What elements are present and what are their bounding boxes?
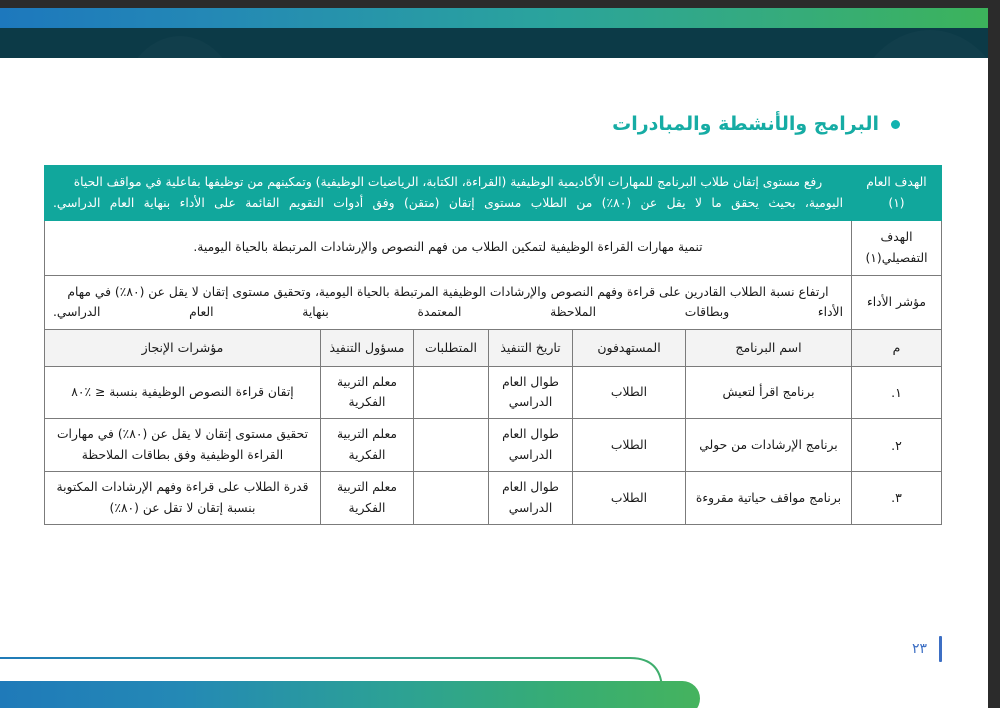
cell-program-name: برنامج اقرأ لتعيش: [686, 366, 852, 419]
cell-date: طوال العام الدراسي: [489, 366, 573, 419]
page-number-bar-icon: [939, 636, 942, 662]
table-row: [44, 472, 941, 525]
footer-gradient-bar: [0, 681, 700, 708]
program-table: [44, 165, 942, 525]
section-heading: [612, 113, 900, 135]
decorative-blob: [120, 36, 240, 58]
cell-targets: الطلاب: [573, 366, 686, 419]
column-header-program-name: اسم البرنامج: [686, 330, 852, 366]
cell-requirements: [414, 419, 489, 472]
decorative-blob: [850, 30, 988, 58]
detailed-goal-text: تنمية مهارات القراءة الوظيفية لتمكين الطلاب من فهم النصوص والإرشادات المرتبطة بالحياة اليومية.: [44, 220, 851, 275]
cell-number: ١.: [852, 366, 942, 419]
screenshot-right-edge: [988, 0, 1000, 708]
cell-number: ٣.: [852, 472, 942, 525]
general-goal-label: الهدف العام (١): [852, 166, 942, 221]
top-dark-band: [0, 28, 988, 58]
cell-kpi: قدرة الطلاب على قراءة وفهم الإرشادات المكتوبة بنسبة إتقان لا تقل عن (٨٠٪): [44, 472, 320, 525]
cell-date: طوال العام الدراسي: [489, 419, 573, 472]
cell-program-name: برنامج مواقف حياتية مقروءة: [686, 472, 852, 525]
column-header-owner: مسؤول التنفيذ: [321, 330, 414, 366]
program-table-container: [45, 165, 942, 525]
cell-program-name: برنامج الإرشادات من حولي: [686, 419, 852, 472]
general-goal-row: [44, 166, 941, 221]
detailed-goal-label: الهدف التفصيلي(١): [852, 220, 942, 275]
column-header-requirements: المتطلبات: [414, 330, 489, 366]
cell-kpi: تحقيق مستوى إتقان لا يقل عن (٨٠٪) في مهارات القراءة الوظيفية وفق بطاقات الملاحظة: [44, 419, 320, 472]
cell-owner: معلم التربية الفكرية: [321, 472, 414, 525]
column-header-date: تاريخ التنفيذ: [489, 330, 573, 366]
cell-targets: الطلاب: [573, 419, 686, 472]
table-column-header-row: [44, 330, 941, 366]
column-header-targets: المستهدفون: [573, 330, 686, 366]
cell-targets: الطلاب: [573, 472, 686, 525]
performance-indicator-text: ارتفاع نسبة الطلاب القادرين على قراءة وفهم النصوص والإرشادات الوظيفية المرتبطة بالحياة اليومية، وتحقيق مستوى إتقان لا يقل عن (٨٠٪) في مهام الأداء وبطاقات الملاحظة المعتمدة بنهاية العام الدراسي.: [44, 275, 851, 330]
cell-requirements: [414, 366, 489, 419]
detailed-goal-row: [44, 220, 941, 275]
performance-indicator-label: مؤشر الأداء: [852, 275, 942, 330]
column-header-kpi: مؤشرات الإنجاز: [44, 330, 320, 366]
table-row: [44, 366, 941, 419]
bullet-dot-icon: [891, 120, 900, 129]
cell-number: ٢.: [852, 419, 942, 472]
cell-requirements: [414, 472, 489, 525]
cell-date: طوال العام الدراسي: [489, 472, 573, 525]
page-number: [912, 636, 942, 662]
cell-kpi: إتقان قراءة النصوص الوظيفية بنسبة ≤ ٪٨٠: [44, 366, 320, 419]
cell-owner: معلم التربية الفكرية: [321, 419, 414, 472]
page-number-label: ٢٣: [911, 641, 927, 657]
general-goal-text: رفع مستوى إتقان طلاب البرنامج للمهارات الأكاديمية الوظيفية (القراءة، الكتابة، الرياضيات الوظيفية) وتمكينهم من توظيفها بفاعلية في مواقف الحياة اليومية، بحيث يحقق ما لا يقل عن (٨٠٪) من الطلاب مستوى إتقان (متقن) وفق أدوات التقويم القائمة على الأداء بنهاية العام الدراسي.: [44, 166, 851, 221]
performance-indicator-row: [44, 275, 941, 330]
top-gradient-bar: [0, 8, 988, 28]
slide-page: [0, 8, 988, 708]
section-heading-label: البرامج والأنشطة والمبادرات: [612, 113, 879, 135]
table-row: [44, 419, 941, 472]
cell-owner: معلم التربية الفكرية: [321, 366, 414, 419]
screenshot-top-edge: [0, 0, 1000, 8]
column-header-number: م: [852, 330, 942, 366]
